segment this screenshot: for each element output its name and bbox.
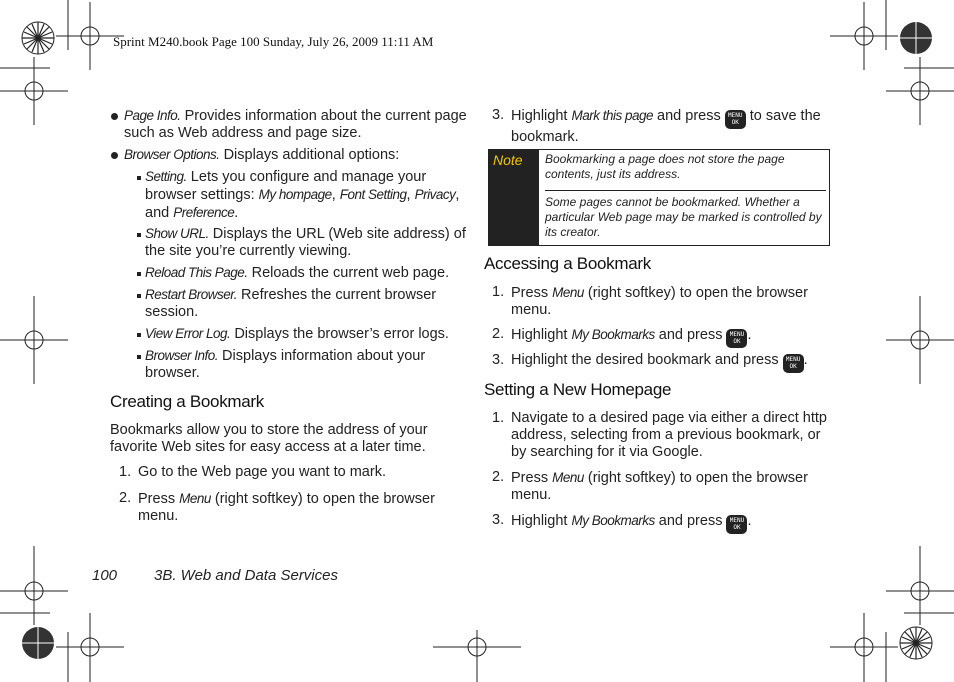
list-item: Browser Info. Displays information about your browser.	[145, 348, 426, 381]
step-number: 2.	[492, 469, 505, 485]
list-item: Setting. Lets you configure and manage your browser settings: My hompage, Font Setting, Privacy, and Preference.	[145, 169, 460, 221]
note-tab	[489, 150, 539, 245]
bullet-icon	[111, 152, 118, 159]
step-text: Navigate to a desired page via either a direct http address, selecting from a previous bookmark, or by searching for it via Google.	[511, 410, 827, 460]
square-bullet-icon	[137, 333, 141, 337]
square-bullet-icon	[137, 233, 141, 237]
step-number: 3.	[492, 107, 505, 123]
starburst-mark-icon	[900, 627, 932, 659]
section-heading: Accessing a Bookmark	[484, 254, 651, 273]
starburst-mark-icon	[22, 627, 54, 659]
menu-ok-key-icon: MENU OK	[726, 329, 747, 348]
crosshair-mark-icon	[830, 2, 898, 70]
crosshair-mark-icon	[0, 57, 68, 125]
list-item: Restart Browser. Refreshes the current browser session.	[145, 287, 437, 320]
note-text: Bookmarking a page does not store the page contents, just its address.	[545, 152, 785, 181]
step-number: 1.	[492, 410, 505, 426]
step-text: Highlight My Bookmarks and press MENU OK .	[511, 512, 752, 534]
step-text: Highlight Mark this page and press MENU OK to save the bookmark.	[511, 108, 821, 145]
square-bullet-icon	[137, 176, 141, 180]
crosshair-mark-icon	[56, 613, 124, 682]
crosshair-mark-icon	[886, 296, 954, 384]
crosshair-mark-icon	[886, 57, 954, 125]
section-footer: 3B. Web and Data Services	[154, 567, 338, 584]
step-number: 3.	[492, 352, 505, 368]
step-text: Press Menu (right softkey) to open the browser menu.	[138, 491, 435, 524]
menu-ok-key-icon: MENU OK	[783, 354, 804, 373]
step-text: Highlight the desired bookmark and press MENU OK .	[511, 352, 808, 373]
list-item: Show URL. Displays the URL (Web site address) of the site you’re currently viewing.	[145, 226, 466, 259]
section-heading: Setting a New Homepage	[484, 380, 672, 399]
crosshair-mark-icon	[433, 630, 521, 682]
section-heading: Creating a Bookmark	[110, 392, 264, 411]
note-text: Some pages cannot be bookmarked. Whether a particular Web page may be marked is controlled by its creator.	[545, 195, 822, 239]
starburst-mark-icon	[900, 22, 932, 54]
list-item: View Error Log. Displays the browser’s error logs.	[145, 326, 449, 342]
square-bullet-icon	[137, 272, 141, 276]
step-text: Go to the Web page you want to mark.	[138, 464, 386, 480]
note-label: Note	[493, 152, 523, 168]
page-number: 100	[92, 567, 118, 584]
square-bullet-icon	[137, 355, 141, 359]
menu-ok-key-icon: MENU OK	[725, 110, 746, 129]
list-item: Browser Options. Displays additional options:	[124, 147, 400, 163]
step-text: Press Menu (right softkey) to open the browser menu.	[511, 470, 808, 503]
crosshair-mark-icon	[0, 296, 68, 384]
crosshair-mark-icon	[830, 613, 898, 682]
note-divider	[545, 190, 826, 191]
note-box	[488, 149, 830, 246]
step-number: 3.	[492, 512, 505, 528]
step-number: 2.	[119, 490, 132, 506]
list-item: Reload This Page. Reloads the current web page.	[145, 265, 450, 281]
starburst-mark-icon	[22, 22, 54, 54]
print-header: Sprint M240.book Page 100 Sunday, July 26, 2009 11:11 AM	[113, 34, 434, 49]
bullet-icon	[111, 113, 118, 120]
paragraph: Bookmarks allow you to store the address of your favorite Web sites for easy access at a later time.	[110, 422, 428, 455]
menu-ok-key-icon: MENU OK	[726, 515, 747, 534]
step-text: Highlight My Bookmarks and press MENU OK .	[511, 326, 752, 348]
step-number: 1.	[119, 464, 132, 480]
step-number: 1.	[492, 284, 505, 300]
step-number: 2.	[492, 326, 505, 342]
step-text: Press Menu (right softkey) to open the browser menu.	[511, 285, 808, 318]
square-bullet-icon	[137, 294, 141, 298]
list-item: Page Info. Provides information about the current page such as Web address and page size.	[124, 108, 467, 141]
